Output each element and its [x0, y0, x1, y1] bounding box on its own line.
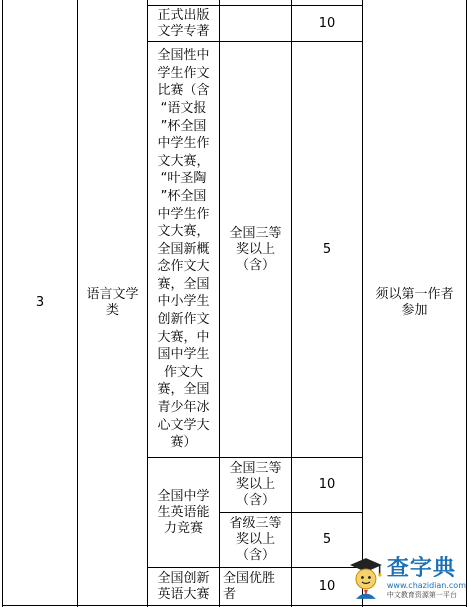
rule-h-bottom — [2, 605, 467, 606]
level-cell-2: 全国三等 奖以上 （含） — [229, 225, 282, 273]
watermark-url: www.chazidian.com — [386, 580, 466, 590]
score-cell-2: 5 — [322, 241, 332, 257]
score-cell-1: 10 — [318, 15, 336, 31]
score-cell-3a: 10 — [318, 477, 336, 492]
rule-v-right — [466, 0, 467, 607]
level-cell-3b: 省级三等 奖以上 （含） — [229, 516, 282, 563]
category-cell: 语言文学 类 — [86, 286, 139, 318]
event-cell-1: 正式出版 文学专著 — [157, 7, 210, 39]
index-cell: 3 — [35, 294, 45, 310]
level-cell-3a: 全国三等 奖以上 （含） — [229, 461, 282, 508]
watermark-slogan: 中文教育资源第一平台 — [386, 590, 457, 599]
score-cell-4: 10 — [318, 578, 336, 594]
level-cell-4: 全国优胜 者 — [223, 570, 276, 602]
event-cell-3: 全国中学 生英语能 力竞赛 — [157, 488, 210, 536]
event-cell-2: 全国性中 学生作文 比赛（含 “语文报 ”杯全国 中学生作 文大赛， “叶圣陶 ”杯全国 中学生作 文大赛， 全国新概 念作文大 赛，全国 中小学生 创新作文 大赛，中 国中学生 作文大 赛，全国 青少年冰 心文学大 赛） — [157, 48, 210, 451]
remark-cell: 须以第一作者 参加 — [375, 286, 454, 318]
event-cell-4: 全国创新 英语大赛 — [157, 570, 210, 602]
score-cell-3b: 5 — [322, 532, 332, 547]
watermark-title: 查字典 — [386, 555, 456, 581]
level-cell-1 — [220, 6, 291, 41]
